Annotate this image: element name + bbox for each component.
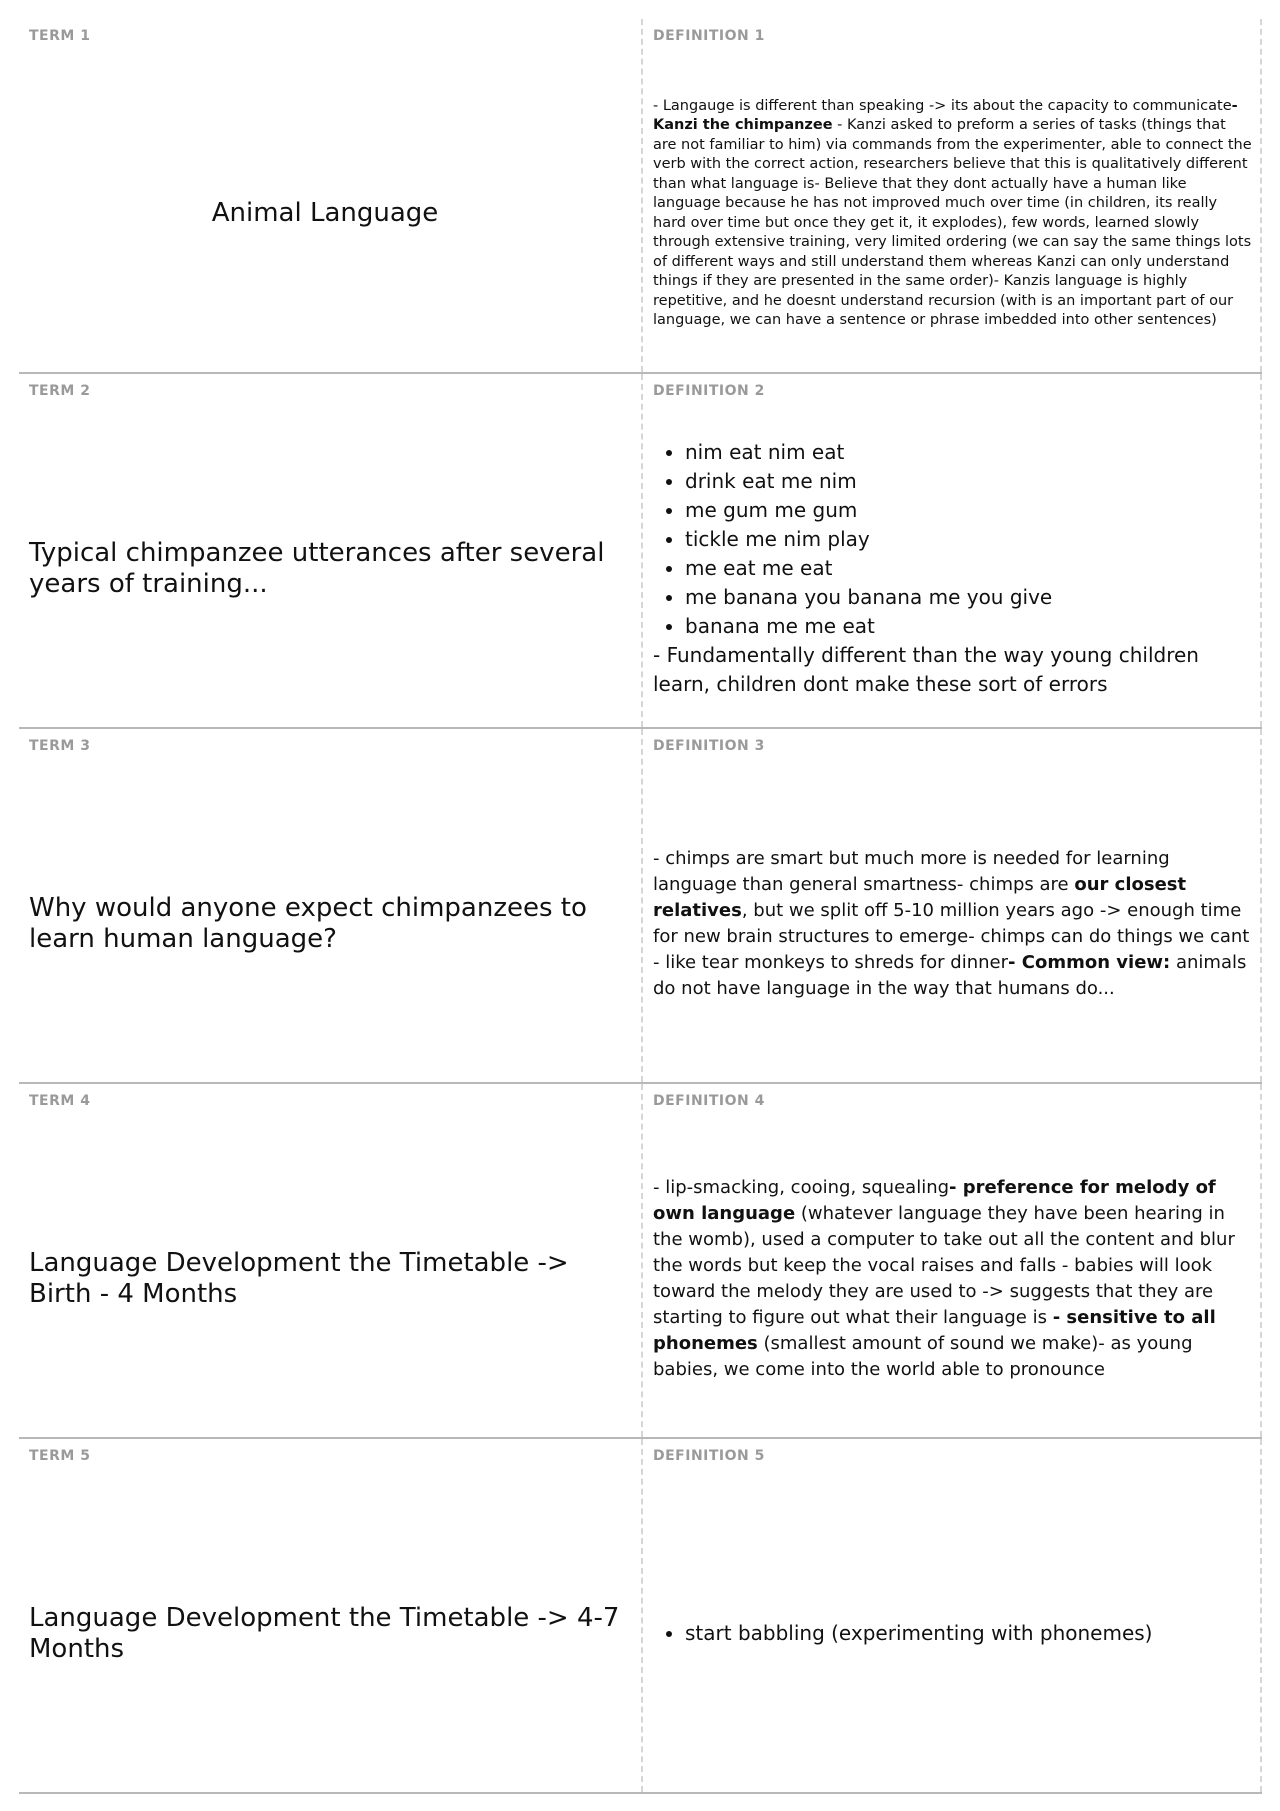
definition-text-run: - Kanzi asked to preform a series of tasks (things that are not familiar to him) via commands from the experimenter, able to connect the verb with the correct action, researchers believe that this is qualitatively different than what language is- Believe that they dont actually have a human like language because he has not improved much over time (in children, its really hard over time but once they get it, it explodes), few words, learned slowly through extensive training, very limited ordering (we can say the same things lots of different ways and still understand them whereas Kanzi can only understand things if they are presented in the same order)- Kanzis language is highly repetitive, and he doesnt understand recursion (with is an important part of our language, we can have a sentence or phrase imbedded into other sentences)	[653, 117, 1252, 328]
term-cell	[19, 729, 641, 1082]
definition-text-bold: - sensitive to all phonemes	[653, 1306, 1216, 1354]
list-item: • me banana you banana me you give	[685, 583, 1252, 612]
list-item: • me eat me eat	[685, 554, 1252, 583]
term-text: Animal Language	[211, 198, 439, 228]
flashcard-sheet	[19, 19, 1262, 1794]
definition-text-run: - Langauge is different than speaking -> its about the capacity to communicate	[653, 97, 1232, 114]
list-item: • nim eat nim eat	[685, 438, 1252, 467]
list-item: • drink eat me nim	[685, 467, 1252, 496]
definition-text-run: (smallest amount of sound we make)- as young babies, we come into the world able to pronounce	[653, 1332, 1193, 1380]
definition-text-bold: our closest relatives	[653, 873, 1187, 921]
term-label: TERM 3	[29, 738, 91, 754]
term-cell	[19, 374, 641, 727]
term-cell	[19, 1439, 641, 1792]
term-text: Language Development the Timetable -> 4-7 Months	[29, 1602, 620, 1664]
definition-text-run: animals do not have language in the way that humans do...	[653, 951, 1247, 999]
card-row	[19, 19, 1262, 374]
definition-label: DEFINITION 4	[653, 1093, 765, 1109]
utterance-list	[653, 438, 1252, 641]
definition-content	[653, 1475, 1252, 1792]
definition-label: DEFINITION 5	[653, 1448, 765, 1464]
definition-content	[653, 765, 1252, 1082]
term-label: TERM 1	[29, 28, 91, 44]
definition-content	[653, 55, 1252, 372]
card-row	[19, 1439, 1262, 1794]
list-item: • start babbling (experimenting with phonemes)	[685, 1619, 1252, 1648]
definition-text-run: , but we split off 5-10 million years ago -> enough time for new brain structures to emerge- chimps can do things we cant - like tear monkeys to shreds for dinner	[653, 899, 1250, 973]
definition-content	[653, 1120, 1252, 1437]
definition-cell	[641, 1439, 1262, 1792]
definition-content	[653, 410, 1252, 727]
definition-list	[653, 1619, 1252, 1648]
card-row	[19, 729, 1262, 1084]
list-item: • banana me me eat	[685, 612, 1252, 641]
term-text: Language Development the Timetable -> Birth - 4 Months	[29, 1247, 569, 1309]
term-cell	[19, 1084, 641, 1437]
definition-text	[653, 1175, 1252, 1383]
definition-cell	[641, 729, 1262, 1082]
term-cell	[19, 19, 641, 372]
definition-text	[653, 97, 1252, 331]
term-label: TERM 2	[29, 383, 91, 399]
definition-text-run: - chimps are smart but much more is needed for learning language than general smartness- chimps are	[653, 847, 1170, 895]
term-label: TERM 5	[29, 1448, 91, 1464]
list-item: • me gum me gum	[685, 496, 1252, 525]
definition-text-run: (whatever language they have been hearing in the womb), used a computer to take out all the content and blur the words but keep the vocal raises and falls - babies will look toward the melody they are used to -> suggests that they are starting to figure out what their language is	[653, 1202, 1235, 1328]
definition-cell	[641, 374, 1262, 727]
definition-text	[653, 846, 1252, 1002]
definition-text-run: - lip-smacking, cooing, squealing	[653, 1176, 950, 1198]
term-text: Typical chimpanzee utterances after several years of training...	[29, 537, 605, 599]
definition-text-bold: - Common view:	[1008, 951, 1171, 973]
definition-text-bold: - preference for melody of own language	[653, 1176, 1216, 1224]
card-row	[19, 374, 1262, 729]
definition-cell	[641, 1084, 1262, 1437]
term-label: TERM 4	[29, 1093, 91, 1109]
definition-label: DEFINITION 1	[653, 28, 765, 44]
definition-label: DEFINITION 3	[653, 738, 765, 754]
definition-text: - Fundamentally different than the way young children learn, children dont make these sort of errors	[653, 643, 1199, 696]
term-text: Why would anyone expect chimpanzees to learn human language?	[29, 892, 587, 954]
card-row	[19, 1084, 1262, 1439]
definition-cell	[641, 19, 1262, 372]
list-item: • tickle me nim play	[685, 525, 1252, 554]
definition-label: DEFINITION 2	[653, 383, 765, 399]
definition-text-bold: - Kanzi the chimpanzee	[653, 97, 1238, 133]
